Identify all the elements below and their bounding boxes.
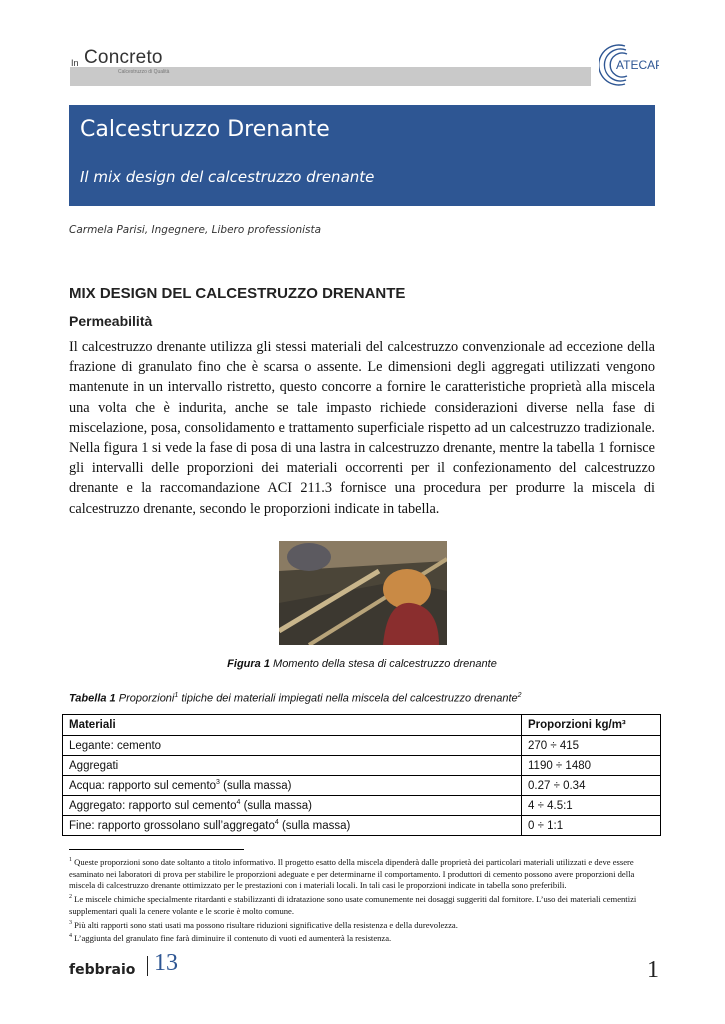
material-name: Aggregato: rapporto sul cemento xyxy=(69,799,237,812)
footnote xyxy=(69,892,659,917)
table-row xyxy=(63,756,661,776)
material-cell xyxy=(63,736,522,756)
footnote-divider xyxy=(69,849,244,850)
footnote-number: 3 xyxy=(69,919,72,926)
material-suffix: (sulla massa) xyxy=(219,779,292,792)
material-cell xyxy=(63,756,522,776)
table-caption-text-a: Proporzioni xyxy=(115,692,175,705)
logo-tagline: Calcestruzzo di Qualità xyxy=(118,69,170,75)
body-paragraph: Il calcestruzzo drenante utilizza gli stessi materiali del calcestruzzo convenzionale ad eccezione della frazione di granulato fino che è scarsa o assente. Le dimensioni degli aggregati utilizzati vengono mantenute in un intervallo ristretto, questo concorre a fornire le caratteristiche proprietà alla miscela una volta che è indurita, anche se tale impasto richiede considerazioni diverse nella fase di miscelazione, posa, consolidamento e trattamento superficiale rispetto ad un calcestruzzo tradizionale. Nella figura 1 si vede la fase di posa di una lastra in calcestruzzo drenante, mentre la tabella 1 fornisce gli intervalli delle proporzioni dei materiali occorrenti per il confezionamento del calcestruzzo drenante e la raccomandazione ACI 211.3 fornisce una procedura per produrre la miscela di calcestruzzo drenante, secondo le proporzioni indicate in tabella. xyxy=(69,339,655,517)
atecap-logo xyxy=(599,42,659,88)
footnote-text: L’aggiunta del granulato fine farà diminuire il contenuto di vuoti ed aumenterà la resistenza. xyxy=(72,933,392,944)
footnotes xyxy=(69,855,659,945)
table-row xyxy=(63,776,661,796)
column-header-proportions: Proporzioni kg/m³ xyxy=(522,715,661,736)
column-header-materials: Materiali xyxy=(63,715,522,736)
author-line: Carmela Parisi, Ingegnere, Libero professionista xyxy=(69,224,322,236)
proportion-cell: 0 ÷ 1:1 xyxy=(522,816,661,836)
materials-table xyxy=(62,714,661,836)
footnote-text: Più alti rapporti sono stati usati ma possono risultare riduzioni significative della resistenza e della durevolezza. xyxy=(72,919,458,930)
document-title: Calcestruzzo Drenante xyxy=(80,117,330,142)
footnote xyxy=(69,918,659,932)
subsection-heading: Permeabilità xyxy=(69,313,153,329)
section-heading: MIX DESIGN DEL CALCESTRUZZO DRENANTE xyxy=(69,285,406,302)
table-caption-footnote-ref: 2 xyxy=(517,692,522,699)
material-name: Acqua: rapporto sul cemento xyxy=(69,779,217,792)
footnote-number: 1 xyxy=(69,857,72,863)
figure-photo xyxy=(279,541,447,645)
material-suffix: (sulla massa) xyxy=(278,819,351,832)
material-name: Legante: cemento xyxy=(69,739,162,752)
document-subtitle: Il mix design del calcestruzzo drenante xyxy=(80,168,375,186)
table-header-row xyxy=(63,715,661,736)
material-cell xyxy=(63,776,522,796)
footnote-text: Queste proporzioni sono date soltanto a titolo informativo. Il progetto esatto della miscela dipenderà dalle proprietà dei particolari materiali utilizzati e deve essere esaminato nei laboratori di prova per stabilire le proporzioni adeguate e per determinarne il comportamento. I produttori di cemento possono avere proporzioni della miscela di calcestruzzo drenante ottimizzato per le prestazioni con i materiali locali. In tali casi le proporzioni indicate in tabella sono preferibili. xyxy=(69,856,635,891)
footer-day: 13 xyxy=(154,950,178,976)
figure-caption-text: Momento della stesa di calcestruzzo drenante xyxy=(269,658,497,670)
footnote xyxy=(69,931,659,945)
proportion-cell: 1190 ÷ 1480 xyxy=(522,756,661,776)
proportion-cell: 4 ÷ 4.5:1 xyxy=(522,796,661,816)
footer-divider xyxy=(147,956,148,976)
table-caption xyxy=(69,692,522,705)
figure-caption xyxy=(69,658,655,670)
page-number: 1 xyxy=(647,957,659,983)
footnote-ref: 3 xyxy=(216,779,220,787)
table-row xyxy=(63,736,661,756)
proportion-cell: 270 ÷ 415 xyxy=(522,736,661,756)
footer-month: febbraio xyxy=(69,962,136,978)
material-name: Fine: rapporto grossolano sull’aggregato xyxy=(69,819,275,832)
material-cell xyxy=(63,816,522,836)
footnote-number: 4 xyxy=(69,933,72,940)
footnote-ref: 4 xyxy=(236,799,241,807)
table-row xyxy=(63,816,661,836)
proportion-cell: 0.27 ÷ 0.34 xyxy=(522,776,661,796)
figure-label: Figura 1 xyxy=(227,658,270,670)
footnote xyxy=(69,855,659,892)
atecap-logo-text: ATECAP xyxy=(616,58,659,72)
table-label: Tabella 1 xyxy=(69,692,116,705)
footnote-text: Le miscele chimiche specialmente ritardanti e stabilizzanti di idratazione sono usate comunemente nei dosaggi suggeriti dal fornitore. L’uso dei materiali cementizi supplementari quali la cenere volante e le scorie è molto comune. xyxy=(69,894,637,916)
footnote-number: 2 xyxy=(69,894,72,901)
table-row xyxy=(63,796,661,816)
logo-prefix: In xyxy=(71,58,79,68)
logo-name: Concreto xyxy=(84,47,163,68)
footnote-ref: 4 xyxy=(274,819,279,827)
material-cell xyxy=(63,796,522,816)
material-suffix: (sulla massa) xyxy=(240,799,312,812)
material-name: Aggregati xyxy=(69,759,119,772)
table-caption-text-b: tipiche dei materiali impiegati nella miscela del calcestruzzo drenante xyxy=(178,692,518,705)
table-caption-footnote-ref: 1 xyxy=(174,692,179,699)
